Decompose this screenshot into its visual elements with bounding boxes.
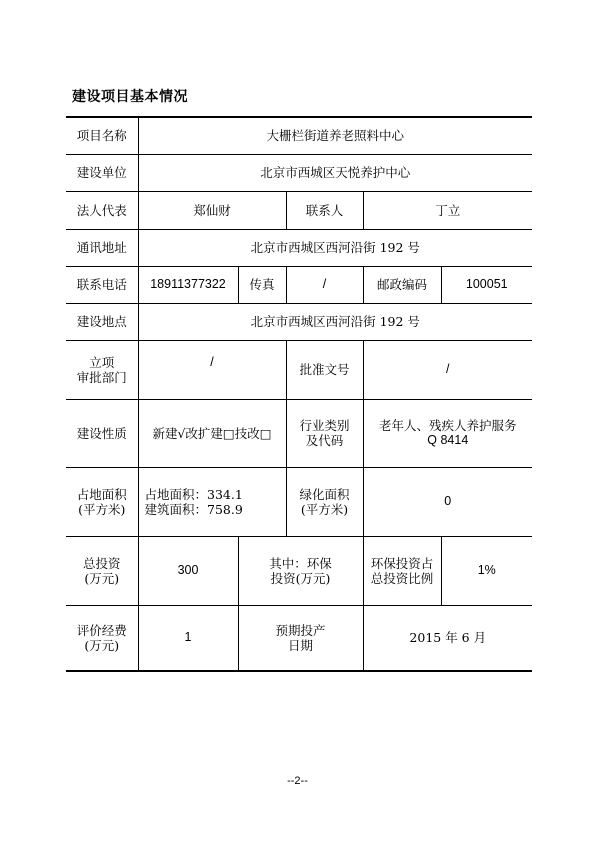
prod-date-label-line-2: 日期 xyxy=(287,637,313,653)
approval-dept-value: / xyxy=(138,340,286,399)
land-area-label xyxy=(66,467,138,536)
table-row xyxy=(66,605,532,671)
approval-dept-label xyxy=(66,340,138,399)
prod-date-label xyxy=(238,605,363,671)
nature-value: 新建√改扩建□技改□ xyxy=(138,399,286,467)
legal-rep-label: 法人代表 xyxy=(66,191,138,229)
total-invest-label xyxy=(66,536,138,605)
fax-label: 传真 xyxy=(238,266,286,303)
env-invest-label-line-2: 投资(万元) xyxy=(270,570,331,586)
table-row xyxy=(66,191,532,229)
section-title: 建设项目基本情况 xyxy=(72,89,188,105)
table-row xyxy=(66,303,532,340)
fax-value: / xyxy=(286,266,363,303)
table-row xyxy=(66,536,532,605)
env-invest-label xyxy=(238,536,363,605)
land-area-label-line-1: 占地面积 xyxy=(76,486,127,502)
project-name-label: 项目名称 xyxy=(66,117,138,154)
project-name-value: 大栅栏街道养老照料中心 xyxy=(138,117,532,154)
table-row xyxy=(66,154,532,191)
table-row xyxy=(66,340,532,399)
industry-label-line-2: 及代码 xyxy=(305,433,344,448)
address-label: 通讯地址 xyxy=(66,229,138,266)
zip-value: 100051 xyxy=(441,266,532,303)
approval-dept-label-line-1: 立项 xyxy=(89,354,115,370)
env-ratio-label-line-1: 环保投资占 xyxy=(370,555,434,571)
eval-fee-value: 1 xyxy=(138,605,238,671)
site-label: 建设地点 xyxy=(66,303,138,340)
industry-label-line-1: 行业类别 xyxy=(299,418,350,433)
table-row xyxy=(66,399,532,467)
green-area-label-line-1: 绿化面积 xyxy=(299,486,350,502)
eval-fee-label-line-1: 评价经费 xyxy=(76,622,127,638)
site-value: 北京市西城区西河沿街 192 号 xyxy=(138,303,532,340)
env-ratio-value: 1% xyxy=(441,536,532,605)
approval-doc-label: 批准文号 xyxy=(286,340,363,399)
project-info-table xyxy=(66,116,532,672)
address-value: 北京市西城区西河沿街 192 号 xyxy=(138,229,532,266)
legal-rep-value: 郑仙财 xyxy=(138,191,286,229)
land-area-values xyxy=(138,467,286,536)
industry-value xyxy=(363,399,532,467)
phone-value: 18911377322 xyxy=(138,266,238,303)
zip-label: 邮政编码 xyxy=(363,266,441,303)
prod-date-value: 2015 年 6 月 xyxy=(363,605,532,671)
table-row xyxy=(66,229,532,266)
table-row xyxy=(66,467,532,536)
total-invest-value: 300 xyxy=(138,536,238,605)
total-invest-label-line-2: (万元) xyxy=(84,570,120,586)
eval-fee-label-line-2: (万元) xyxy=(84,637,120,653)
green-area-label-line-2: (平方米) xyxy=(300,501,349,517)
unit-label: 建设单位 xyxy=(66,154,138,191)
eval-fee-label xyxy=(66,605,138,671)
approval-doc-value: / xyxy=(363,340,532,399)
contact-value: 丁立 xyxy=(363,191,532,229)
land-area-label-line-2: (平方米) xyxy=(78,501,126,517)
green-area-label xyxy=(286,467,363,536)
green-area-value: 0 xyxy=(363,467,532,536)
approval-dept-label-line-2: 审批部门 xyxy=(76,369,127,385)
table-row xyxy=(66,266,532,303)
total-invest-label-line-1: 总投资 xyxy=(82,555,121,571)
industry-value-line-2: Q 8414 xyxy=(427,433,469,447)
contact-label: 联系人 xyxy=(286,191,363,229)
phone-label: 联系电话 xyxy=(66,266,138,303)
nature-label: 建设性质 xyxy=(66,399,138,467)
env-ratio-label xyxy=(363,536,441,605)
building-area-value: 建筑面积：758.9 xyxy=(144,501,243,517)
industry-value-line-1: 老年人、残疾人养护服务 xyxy=(379,418,517,433)
env-ratio-label-line-2: 总投资比例 xyxy=(370,570,434,586)
unit-value: 北京市西城区天悦养护中心 xyxy=(138,154,532,191)
industry-label xyxy=(286,399,363,467)
table-row xyxy=(66,117,532,154)
land-area-value: 占地面积：334.1 xyxy=(144,486,243,502)
env-invest-label-line-1: 其中：环保 xyxy=(269,555,332,571)
prod-date-label-line-1: 预期投产 xyxy=(275,622,326,638)
page-number: --2-- xyxy=(287,775,308,787)
